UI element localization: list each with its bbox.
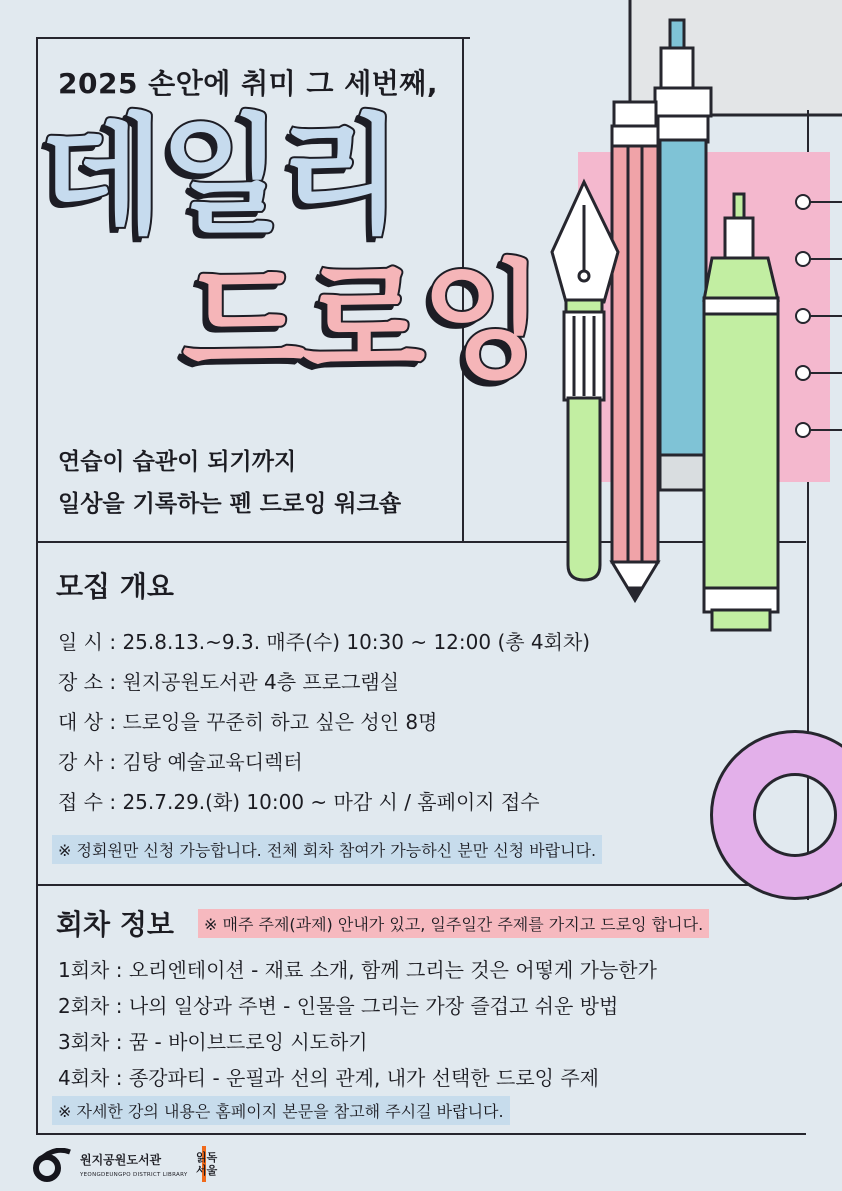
event-subtitle: 2025 손안에 취미 그 세번째, — [58, 67, 438, 100]
library-logo-icon — [30, 1148, 72, 1182]
info-row-instructor: 강 사 : 김탕 예술교육디렉터 — [58, 750, 303, 774]
sessions-heading: 회차 정보 — [56, 908, 174, 941]
session-2: 2회차 : 나의 일상과 주변 - 인물을 그리는 가장 즐겁고 쉬운 방법 — [58, 994, 619, 1018]
info-row-target: 대 상 : 드로잉을 꾸준히 하고 싶은 성인 8명 — [58, 710, 438, 734]
tagline-2: 일상을 기록하는 펜 드로잉 워크숍 — [58, 491, 402, 517]
info-row-registration: 접 수 : 25.7.29.(화) 10:00 ~ 마감 시 / 홈페이지 접수 — [58, 790, 540, 814]
title-line-2: 드로잉 — [182, 247, 541, 397]
info-row-date: 일 시 : 25.8.13.~9.3. 매주(수) 10:30 ~ 12:00 (총 4회차) — [58, 630, 591, 654]
session-3: 3회차 : 꿈 - 바이브드로잉 시도하기 — [58, 1030, 368, 1054]
member-note: ※ 정회원만 신청 가능합니다. 전체 회차 참여가 가능하신 분만 신청 바랍니다. — [52, 835, 602, 864]
library-english-name: YEONGDEUNGPO DISTRICT LIBRARY — [80, 1172, 188, 1178]
weekly-topic-note: ※ 매주 주제(과제) 안내가 있고, 일주일간 주제를 가지고 드로잉 합니다. — [198, 909, 709, 938]
detail-note: ※ 자세한 강의 내용은 홈페이지 본문을 참고해 주시길 바랍니다. — [52, 1096, 510, 1125]
info-row-place: 장 소 : 원지공원도서관 4층 프로그램실 — [58, 670, 400, 694]
frame-left-line — [36, 37, 38, 542]
stationery-illustration — [540, 0, 842, 900]
session-1: 1회차 : 오리엔테이션 - 재료 소개, 함께 그리는 것은 어떻게 가능한가 — [58, 958, 657, 982]
recruit-heading: 모집 개요 — [56, 570, 174, 603]
recruit-left-line — [36, 541, 38, 886]
library-name: 원지공원도서관 — [80, 1153, 162, 1167]
frame-top-line — [36, 37, 470, 39]
partner-logo-text: 읽독서울 — [196, 1151, 218, 1177]
sessions-left-line — [36, 884, 38, 1134]
partner-logo — [190, 1146, 226, 1182]
divider-3 — [36, 1133, 806, 1135]
title-line-1: 데일리 — [40, 101, 399, 251]
session-4: 4회차 : 종강파티 - 운필과 선의 관계, 내가 선택한 드로잉 주제 — [58, 1066, 599, 1090]
tagline-1: 연습이 습관이 되기까지 — [58, 449, 297, 475]
